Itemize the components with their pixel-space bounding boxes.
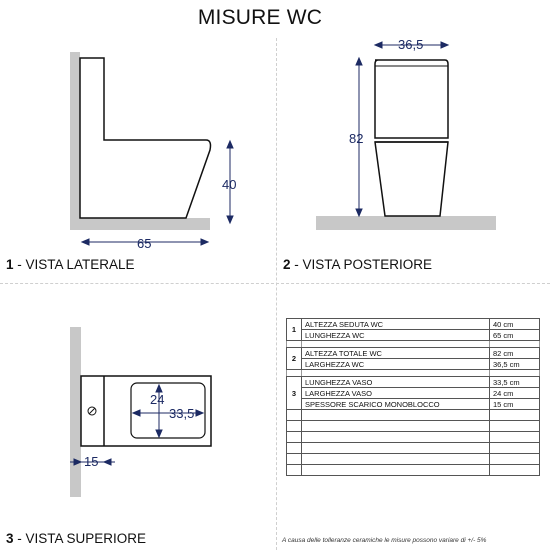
- top-view-drawing: [0, 325, 276, 500]
- rear-width-label: 36,5: [398, 37, 424, 52]
- row-value: 33,5 cm: [490, 377, 540, 388]
- wall: [70, 52, 80, 222]
- side-width-label: 65: [137, 236, 152, 251]
- row-label: LARGHEZZA WC: [302, 359, 490, 370]
- table-row: [287, 388, 540, 399]
- table-row: [287, 319, 540, 330]
- empty-row: [287, 421, 540, 432]
- table-spacer: [287, 370, 540, 377]
- tank-rear-outline: [375, 60, 448, 138]
- vertical-divider: [276, 38, 277, 550]
- empty-row: [287, 443, 540, 454]
- side-view-caption: 1 - VISTA LATERALE: [6, 257, 135, 272]
- row-value: 15 cm: [490, 399, 540, 410]
- row-label: LUNGHEZZA WC: [302, 330, 490, 341]
- empty-row: [287, 410, 540, 421]
- page-title: MISURE WC: [197, 6, 323, 29]
- top-depth-label: 24: [150, 392, 165, 407]
- table-spacer: [287, 341, 540, 348]
- floor: [316, 216, 496, 230]
- rear-height-label: 82: [349, 131, 364, 146]
- row-label: SPESSORE SCARICO MONOBLOCCO: [302, 399, 490, 410]
- horizontal-divider: [0, 283, 550, 284]
- floor: [70, 218, 210, 230]
- group-number: 1: [287, 319, 302, 341]
- row-value: 24 cm: [490, 388, 540, 399]
- row-value: 82 cm: [490, 348, 540, 359]
- row-value: 65 cm: [490, 330, 540, 341]
- top-view-caption: 3 - VISTA SUPERIORE: [6, 531, 147, 546]
- side-height-label: 40: [222, 177, 237, 192]
- table-row: [287, 348, 540, 359]
- table-row: [287, 359, 540, 370]
- empty-row: [287, 465, 540, 476]
- group-number: 2: [287, 348, 302, 370]
- wall: [70, 327, 81, 497]
- toilet-side-outline: [80, 58, 211, 218]
- row-value: 36,5 cm: [490, 359, 540, 370]
- table-row: [287, 330, 540, 341]
- top-offset-label: 15: [84, 454, 99, 469]
- row-value: 40 cm: [490, 319, 540, 330]
- rear-view-caption: 2 - VISTA POSTERIORE: [283, 257, 433, 272]
- specs-table: [286, 318, 540, 476]
- row-label: ALTEZZA TOTALE WC: [302, 348, 490, 359]
- rear-view-drawing: [278, 38, 550, 258]
- row-label: LARGHEZZA VASO: [302, 388, 490, 399]
- table-row: [287, 377, 540, 388]
- bowl-rear-outline: [375, 142, 448, 216]
- side-view-drawing: [0, 40, 276, 260]
- empty-row: [287, 432, 540, 443]
- table-row: [287, 399, 540, 410]
- row-label: LUNGHEZZA VASO: [302, 377, 490, 388]
- row-label: ALTEZZA SEDUTA WC: [302, 319, 490, 330]
- group-number: 3: [287, 377, 302, 410]
- empty-row: [287, 454, 540, 465]
- top-width-label: 33,5: [169, 406, 195, 421]
- tolerance-note: A causa delle tolleranze ceramiche le misure possono variare di +/- 5%: [282, 537, 487, 544]
